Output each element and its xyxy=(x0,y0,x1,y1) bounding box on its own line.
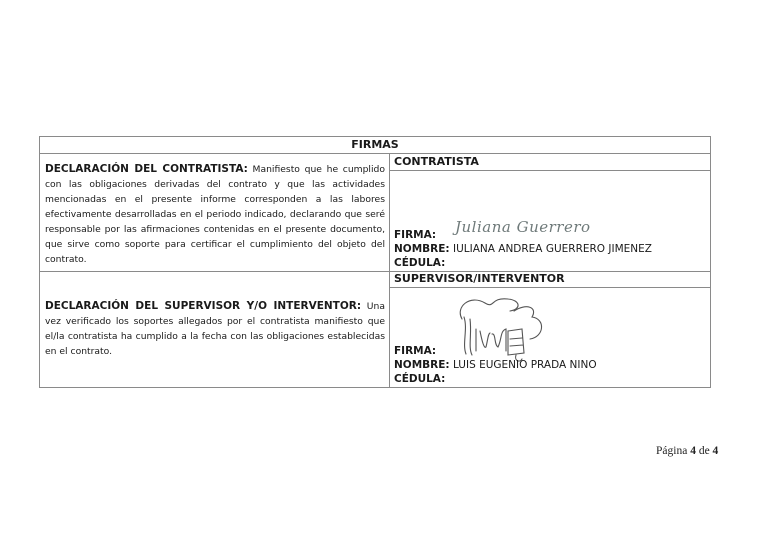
signatures-table xyxy=(39,136,711,388)
contratista-declaration-text: Manifiesto que he cumplido con las obligaciones derivadas del contrato y que las actividades mencionadas en el presente informe corresponden a las labores efectivamente desarrolladas en el periodo indicado, declarando que seré responsable por las afirmaciones contenidas en el presente documento, que sirve como soporte para certificar el cumplimiento del objeto del contrato. xyxy=(45,164,385,265)
supervisor-nombre-row xyxy=(394,359,597,372)
contratista-nombre-row xyxy=(394,243,652,256)
contratista-firma-row xyxy=(394,229,436,242)
supervisor-declaration xyxy=(45,299,385,359)
contratista-cedula-row xyxy=(394,257,445,270)
supervisor-cedula-row xyxy=(394,373,445,386)
firma-label: FIRMA: xyxy=(394,229,437,241)
contratista-section-title: CONTRATISTA xyxy=(394,155,479,168)
page-word: Página xyxy=(656,445,688,457)
contratista-signature: Juliana Guerrero xyxy=(455,218,591,236)
contratista-nombre-value: IULIANA ANDREA GUERRERO JIMENEZ xyxy=(452,243,652,255)
contratista-declaration-title: DECLARACIÓN DEL CONTRATISTA: xyxy=(45,163,248,175)
table-title: FIRMAS xyxy=(40,137,710,154)
supervisor-firma-row xyxy=(394,345,436,358)
total-pages: 4 xyxy=(712,445,719,457)
supervisor-nombre-value: LUIS EUGENIO PRADA NINO xyxy=(452,359,597,371)
supervisor-declaration-text: Una vez verificado los soportes allegados por el contratista manifiesto que el/la contratista ha cumplido a la fecha con las obligaciones establecidas en el contrato. xyxy=(45,301,385,357)
supervisor-signature-icon xyxy=(450,289,590,364)
left-row-divider xyxy=(40,271,389,272)
page-number xyxy=(656,445,718,457)
cedula-label: CÉDULA: xyxy=(394,257,446,269)
contratista-header-divider xyxy=(390,170,711,171)
of-word: de xyxy=(698,445,710,457)
current-page: 4 xyxy=(690,445,696,457)
firma-label: FIRMA: xyxy=(394,345,437,357)
nombre-label: NOMBRE: xyxy=(394,359,450,371)
supervisor-section-title: SUPERVISOR/INTERVENTOR xyxy=(394,272,565,285)
supervisor-declaration-title: DECLARACIÓN DEL SUPERVISOR Y/O INTERVENTOR: xyxy=(45,300,362,312)
cedula-label: CÉDULA: xyxy=(394,373,446,385)
contratista-declaration xyxy=(45,162,385,267)
supervisor-header-divider xyxy=(390,287,711,288)
nombre-label: NOMBRE: xyxy=(394,243,450,255)
